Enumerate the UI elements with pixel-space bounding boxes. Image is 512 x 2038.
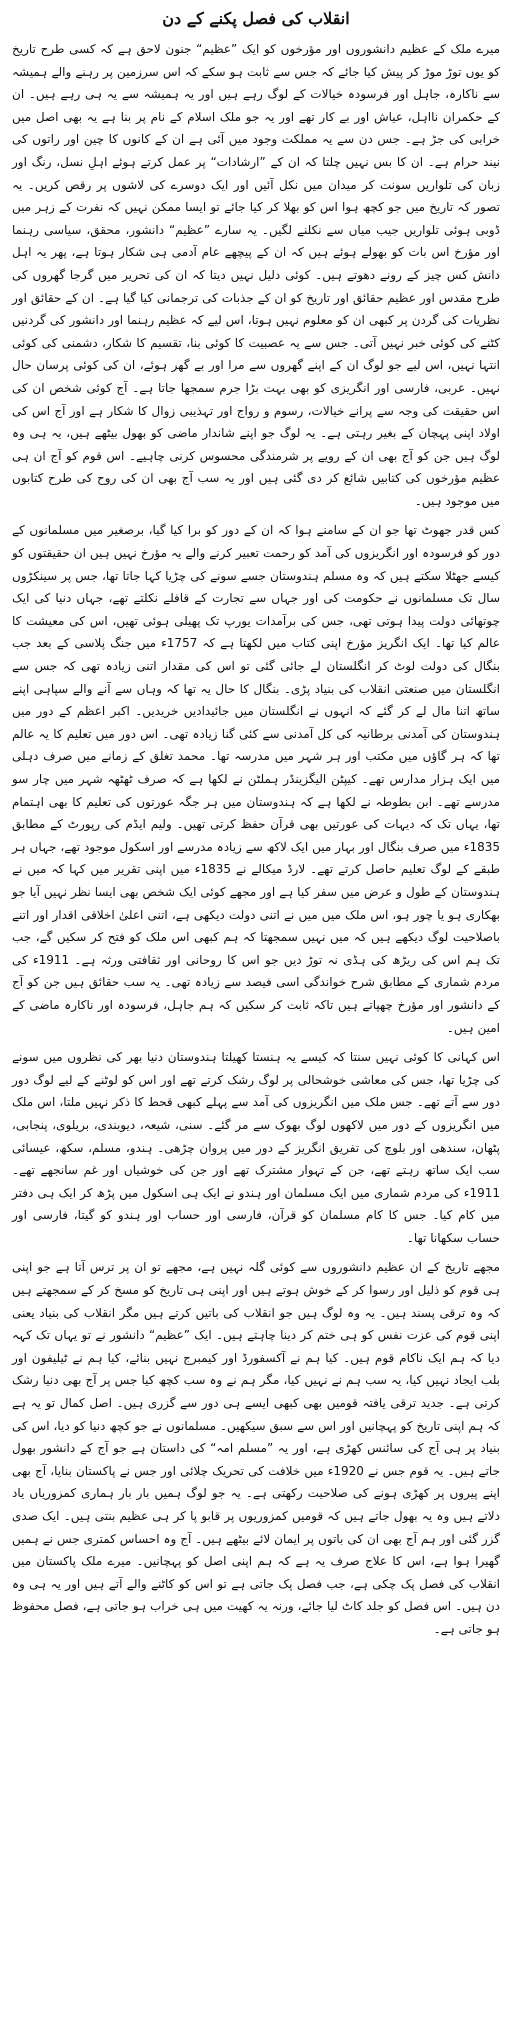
- article-paragraph-3: اس کہانی کا کوئی نہیں سنتا کہ کیسے یہ ہنستا کھیلتا ہندوستان دنیا بھر کی نظروں میں سونے کی چڑیا تھا، جس کی معاشی خوشحالی پر لوگ رشک کرتے تھے اور اس کو لوٹنے کے لیے لوگ دور دور سے آتے تھے۔ جس ملک میں انگریزوں کی آمد سے پہلے کبھی قحط کا ذکر نہیں ملتا، اس ملک میں انگریزوں کے دور میں لاکھوں لوگ بھوک سے مر گئے۔ سنی، شیعہ، دیوبندی، بریلوی، پنجابی، پٹھان، سندھی اور بلوچ کی تفریق انگریز کے دور میں پروان چڑھی۔ ہندو، مسلم، سکھ، عیسائی سب ایک ساتھ رہتے تھے، جن کے تہوار مشترک تھے اور جن کی خوشیاں اور غم سانجھے تھے۔ 1911ء کی مردم شماری میں ایک مسلمان اور ہندو نے ایک ہی اسکول میں پڑھ کر ایک ہی دفتر میں کام کیا۔ جس کا کام مسلمان کو قرآن، فارسی اور حساب اور ہندو کو گیتا، فارسی اور حساب سکھانا تھا۔: [12, 1050, 500, 1245]
- article-paragraph-1: میرے ملک کے عظیم دانشوروں اور مؤرخوں کو ایک ”عظیم“ جنون لاحق ہے کہ کسی طرح تاریخ کو یوں توڑ موڑ کر پیش کیا جائے کہ جس سے ثابت ہو سکے کہ اس سرزمین پر رہنے والے ہمیشہ سے ناکارہ، جاہل اور فرسودہ خیالات کے لوگ رہے ہیں اور یہ ہمیشہ سے یہ ہی رہے ہیں۔ ان کے حکمران نااہل، عیاش اور بے کار تھے اور یہ جو ملک اسلام کے نام پر بنا ہے یہ بھی اصل میں خرابی کی جڑ ہے۔ جس دن سے یہ مملکت وجود میں آئی ہے ان کے کانوں کا چین اور راتوں کی نیند حرام ہے۔ ان کا بس نہیں چلتا کہ ان کے ”ارشادات“ پر عمل کرتے ہوئے اہلِ نسل، رنگ اور زبان کی تلواریں سونت کر میدان میں نکل آئیں اور ایک دوسرے کی لاشوں پر رقص کریں۔ یہ تصور کہ تاریخ میں جو کچھ ہوا اس کو بھلا کر کیا جائے تو ایسا ممکن نہیں کہ نفرت کے زہر میں ڈوبی ہوئی تلواریں جیب میاں سے نکلنے لگیں۔ یہ سارے ”عظیم“ دانشور، محقق، سیاسی رہنما اور مؤرخ اس بات کو بھولے ہوئے ہیں کہ ان کے پیچھے عام آدمی ہی شکار ہوتا ہے، پھر یہ اہل دانش کس چیز کے رونے دھوتے ہیں۔ کوئی دلیل نہیں دیتا کہ ان کی تحریر میں گرجا گھروں کی طرح مقدس اور عظیم حقائق اور تاریخ کو ان کے جذبات کی ترجمانی کیا گیا ہے۔ ان کے حقائق اور نظریات کی گردن پر کبھی ان کو معلوم نہیں ہوتا، اس لیے کہ عظیم رہنما اور دانشور کی گردنیں کٹنے کی کوئی خبر نہیں آتی۔ جس سے یہ عصبیت کا کوئی بنا، تقسیم کا شکار، دشمنی کی کوئی انتہا نہیں، اس لیے جو لوگ ان کے اپنے گھروں سے مرا اور بے گھر ہوئے، ان کی کوئی پرسان حال نہیں۔ عربی، فارسی اور انگریزی کو بھی بہت بڑا جرم سمجھا جاتا ہے۔ آج کوئی شخص ان کی اس حقیقت کی وجہ سے پرانے خیالات، رسوم و رواج اور تہذیبی زوال کا شکار ہے اور آج اس کی اولاد اپنی پہچان کے بغیر رہتی ہے۔ یہ لوگ جو اپنے شاندار ماضی کو بھول بیٹھے ہیں، یہ ہی وہ لوگ ہیں جن کو آج بھی ان کے رویے پر شرمندگی محسوس کرنی چاہیے۔ اس قوم کو آج ان ہی عظیم مؤرخوں کی کتابیں شائع کر دی گئی ہیں اور یہ سب آج بھی ان کی روح کی طرح کتابوں میں موجود ہیں۔: [12, 42, 500, 508]
- article-headline: انقلاب کی فصل پکنے کے دن: [162, 9, 350, 28]
- article-paragraph-2: کس قدر جھوٹ تھا جو ان کے سامنے ہوا کہ ان کے دور کو برا کیا گیا، برصغیر میں مسلمانوں کے دور کو فرسودہ اور انگریزوں کی آمد کو رحمت تعبیر کرنے والے یہ مؤرخ نہیں ہیں ان حقیقتوں کو کیسے جھٹلا سکتے ہیں کہ وہ مسلم ہندوستان جسے سونے کی چڑیا کہا جاتا تھا، جس پر سینکڑوں سال تک مسلمانوں نے حکومت کی اور جہاں سے تجارت کے قافلے نکلتے تھے، جہاں دنیا کی ایک چوتھائی دولت پیدا ہوتی تھی، جس کی برآمدات یورپ تک پھیلی ہوئی تھیں، اس کی معیشت کا عالم کیا تھا۔ ایک انگریز مؤرخ اپنی کتاب میں لکھتا ہے کہ 1757ء میں جنگ پلاسی کے بعد جب بنگال کی دولت لوٹ کر انگلستان لے جائی گئی تو اس کی مقدار اتنی زیادہ تھی کہ جس سے انگلستان میں صنعتی انقلاب کی بنیاد پڑی۔ بنگال کا حال یہ تھا کہ وہاں سے آنے والے سپاہی اپنے ساتھ اتنا مال لے کر گئے کہ انہوں نے انگلستان میں جائیدادیں خریدیں۔ اکبر اعظم کے دور میں ہندوستان کی آمدنی برطانیہ کی کل آمدنی سے کئی گنا زیادہ تھی۔ اس دور میں تعلیم کا یہ عالم تھا کہ ہر گاؤں میں مکتب اور ہر شہر میں مدرسہ تھا۔ محمد تغلق کے زمانے میں صرف دہلی میں ایک ہزار مدارس تھے۔ کیپٹن الیگزینڈر ہملٹن نے لکھا ہے کہ صرف ٹھٹھہ شہر میں چار سو مدرسے تھے۔ ابن بطوطہ نے لکھا ہے کہ ہندوستان میں ہر جگہ عورتوں کی تعلیم کا بھی اہتمام تھا، یہاں تک کہ دیہات کی عورتیں بھی قرآن حفظ کرتی تھیں۔ ولیم ایڈم کی رپورٹ کے مطابق 1835ء میں صرف بنگال اور بہار میں ایک لاکھ سے زیادہ مدرسے اور اسکول موجود تھے، جہاں ہر طبقے کے لوگ تعلیم حاصل کرتے تھے۔ لارڈ میکالے نے 1835ء میں اپنی تقریر میں کہا کہ میں نے ہندوستان کے طول و عرض میں سفر کیا ہے اور مجھے کوئی ایک شخص بھی ایسا نظر نہیں آیا جو بھکاری ہو یا چور ہو، اس ملک میں میں نے اتنی دولت دیکھی ہے، اتنی اعلیٰ اخلاقی اقدار اور اتنے باصلاحیت لوگ دیکھے ہیں کہ میں نہیں سمجھتا کہ ہم کبھی اس ملک کو فتح کر سکیں گے، جب تک ہم اس کی ریڑھ کی ہڈی نہ توڑ دیں جو اس کا روحانی اور ثقافتی ورثہ ہے۔ 1911ء کی مردم شماری کے مطابق شرح خواندگی اسی فیصد سے زیادہ تھی۔ یہ سب حقائق ہیں جن کو آج کے دانشور اور مؤرخ چھپاتے ہیں تاکہ ثابت کر سکیں کہ ہم جاہل، فرسودہ اور ناکارہ ماضی کے امین ہیں۔: [12, 523, 501, 1035]
- article-paragraph-4: مجھے تاریخ کے ان عظیم دانشوروں سے کوئی گلہ نہیں ہے، مجھے تو ان پر ترس آتا ہے جو اپنی ہی قوم کو ذلیل اور رسوا کر کے خوش ہوتے ہیں اور اپنی ہی تاریخ کو مسخ کر کے سمجھتے ہیں کہ وہ ترقی پسند ہیں۔ یہ وہ لوگ ہیں جو انقلاب کی باتیں کرتے ہیں مگر انقلاب کی بنیاد یعنی اپنی قوم کی عزت نفس کو ہی ختم کر دینا چاہتے ہیں۔ ایک ”عظیم“ دانشور نے تو یہاں تک کہہ دیا کہ ہم ایک ناکام قوم ہیں۔ کیا ہم نے آکسفورڈ اور کیمبرج نہیں بنائے، کیا ہم نے ٹیلیفون اور بلب ایجاد نہیں کیا، یہ سب ہم نے نہیں کیا، مگر ہم نے وہ سب کچھ کیا جس پر آج بھی دنیا رشک کرتی ہے۔ جدید ترقی یافتہ قومیں بھی کبھی ایسے ہی دور سے گزری ہیں۔ اصل کمال تو یہ ہے کہ ہم اپنی تاریخ کو پہچانیں اور اس سے سبق سیکھیں۔ مسلمانوں نے جو کچھ دنیا کو دیا، اس کی بنیاد پر ہی آج کی سائنس کھڑی ہے، اور یہ ”مسلم امہ“ کی داستان ہے جو آج کے دانشور بھول جاتے ہیں۔ یہ قوم جس نے 1920ء میں خلافت کی تحریک چلائی اور جس نے پاکستان بنایا، آج بھی اپنے پیروں پر کھڑی ہونے کی صلاحیت رکھتی ہے۔ یہ جو لوگ ہمیں بار بار ہماری کمزوریاں یاد دلاتے ہیں وہ یہ بھول جاتے ہیں کہ قومیں کمزوریوں پر قابو پا کر ہی عظیم بنتی ہیں۔ ایک صدی گزر گئی اور ہم آج بھی ان کی باتوں پر ایمان لائے بیٹھے ہیں۔ آج وہ احساس کمتری جس نے ہمیں گھیرا ہوا ہے، اس کا علاج صرف یہ ہے کہ ہم اپنی اصل کو پہچانیں۔ میرے ملک پاکستان میں انقلاب کی فصل پک چکی ہے، جب فصل پک جاتی ہے تو اس کو کاٹنے والے آتے ہیں اور یہ ہی وہ دن ہیں۔ اس فصل کو جلد کاٹ لیا جائے، ورنہ یہ کھیت میں ہی خراب ہو جاتی ہے، فصل محفوظ ہو جاتی ہے۔: [12, 1260, 500, 1636]
